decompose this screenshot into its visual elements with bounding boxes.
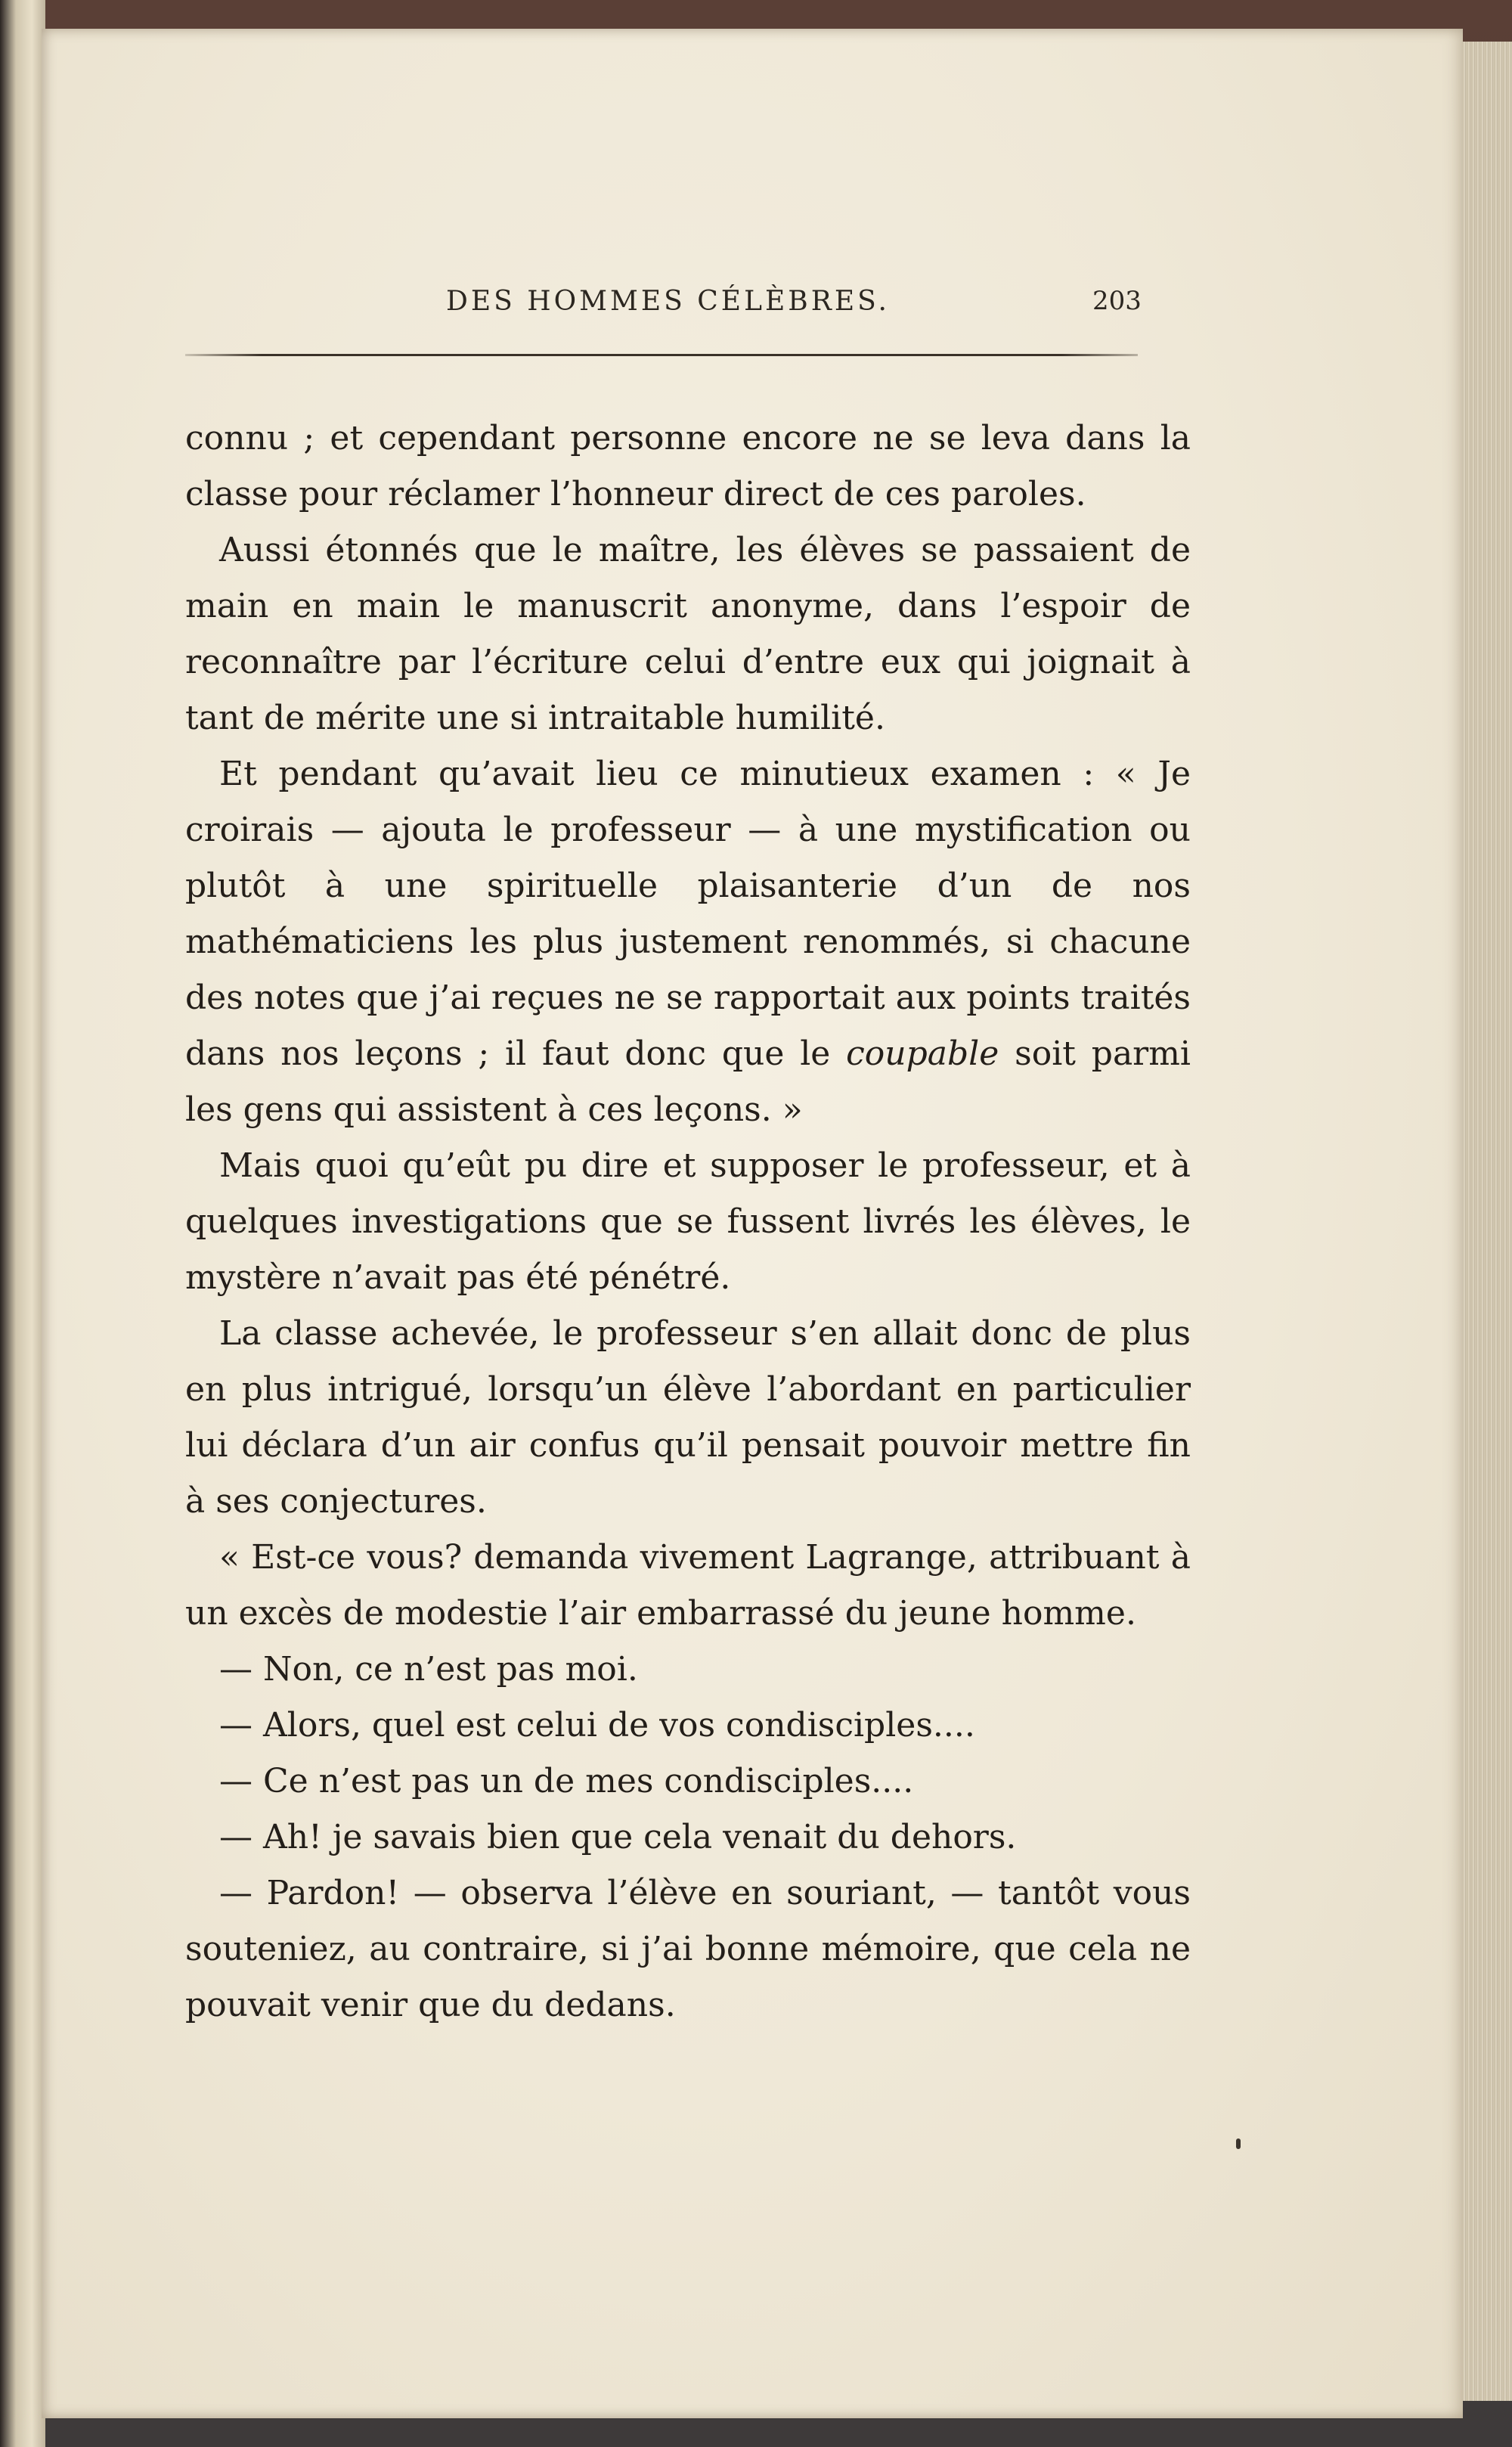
text-run: — Ce n’est pas un de mes condisciples.... [219,1762,914,1800]
paragraph [185,523,1191,746]
book-binding [0,0,45,2447]
dialog-line [185,1865,1191,2033]
dialog-line [185,1810,1191,1865]
text-run: « Est-ce vous? demanda vivement Lagrange, attribuant à un excès de modestie l’air embarrassé du jeune homme. [185,1538,1191,1633]
text-run: soit parmi les gens qui assistent à ces leçons. » [185,1034,1191,1129]
dialog-line [185,1642,1191,1698]
text-run: — Non, ce n’est pas moi. [219,1650,638,1689]
page-number: 203 [1092,286,1142,316]
paragraph [185,411,1191,523]
text-run: — Ah! je savais bien que cela venait du dehors. [219,1818,1017,1856]
paragraph [185,746,1191,1138]
running-head-title: DES HOMMES CÉLÈBRES. [446,286,890,317]
italic-word: coupable [846,1034,999,1073]
page-edges [1455,42,1512,2401]
body-text [185,411,1191,2033]
paragraph [185,1138,1191,1306]
text-run: La classe achevée, le professeur s’en allait donc de plus en plus intrigué, lorsqu’un élève l’abordant en particulier lui déclara d’un air confus qu’il pensait pouvoir mettre fin à ses conjectures. [185,1314,1191,1521]
paragraph [185,1306,1191,1530]
ink-speck [1236,2138,1241,2149]
paragraph [185,1530,1191,1642]
dialog-line [185,1698,1191,1754]
text-run: — Pardon! — observa l’élève en souriant, — tantôt vous souteniez, au contraire, si j’ai bonne mémoire, que cela ne pouvait venir que du dedans. [185,1874,1191,2024]
running-head [42,286,1463,331]
text-run: Et pendant qu’avait lieu ce minutieux examen : « Je croirais — ajouta le professeur — à une mystification ou plutôt à une spirituelle plaisanterie d’un de nos mathématiciens les plus justement renommés, si chacune des notes que j’ai reçues ne se rapportait aux points traités dans nos leçons ; il faut donc que le [185,755,1191,1073]
text-run: Mais quoi qu’eût pu dire et supposer le professeur, et à quelques investigations que se fussent livrés les élèves, le mystère n’avait pas été pénétré. [185,1146,1191,1297]
header-rule [185,354,1138,356]
dialog-line [185,1754,1191,1810]
book-page [42,29,1463,2418]
text-run: Aussi étonnés que le maître, les élèves se passaient de main en main le manuscrit anonyme, dans l’espoir de reconnaître par l’écriture celui d’entre eux qui joignait à tant de mérite une si intraitable humilité. [185,531,1191,737]
text-run: connu ; et cependant personne encore ne se leva dans la classe pour réclamer l’honneur direct de ces paroles. [185,419,1191,513]
text-run: — Alors, quel est celui de vos condisciples.... [219,1706,975,1745]
